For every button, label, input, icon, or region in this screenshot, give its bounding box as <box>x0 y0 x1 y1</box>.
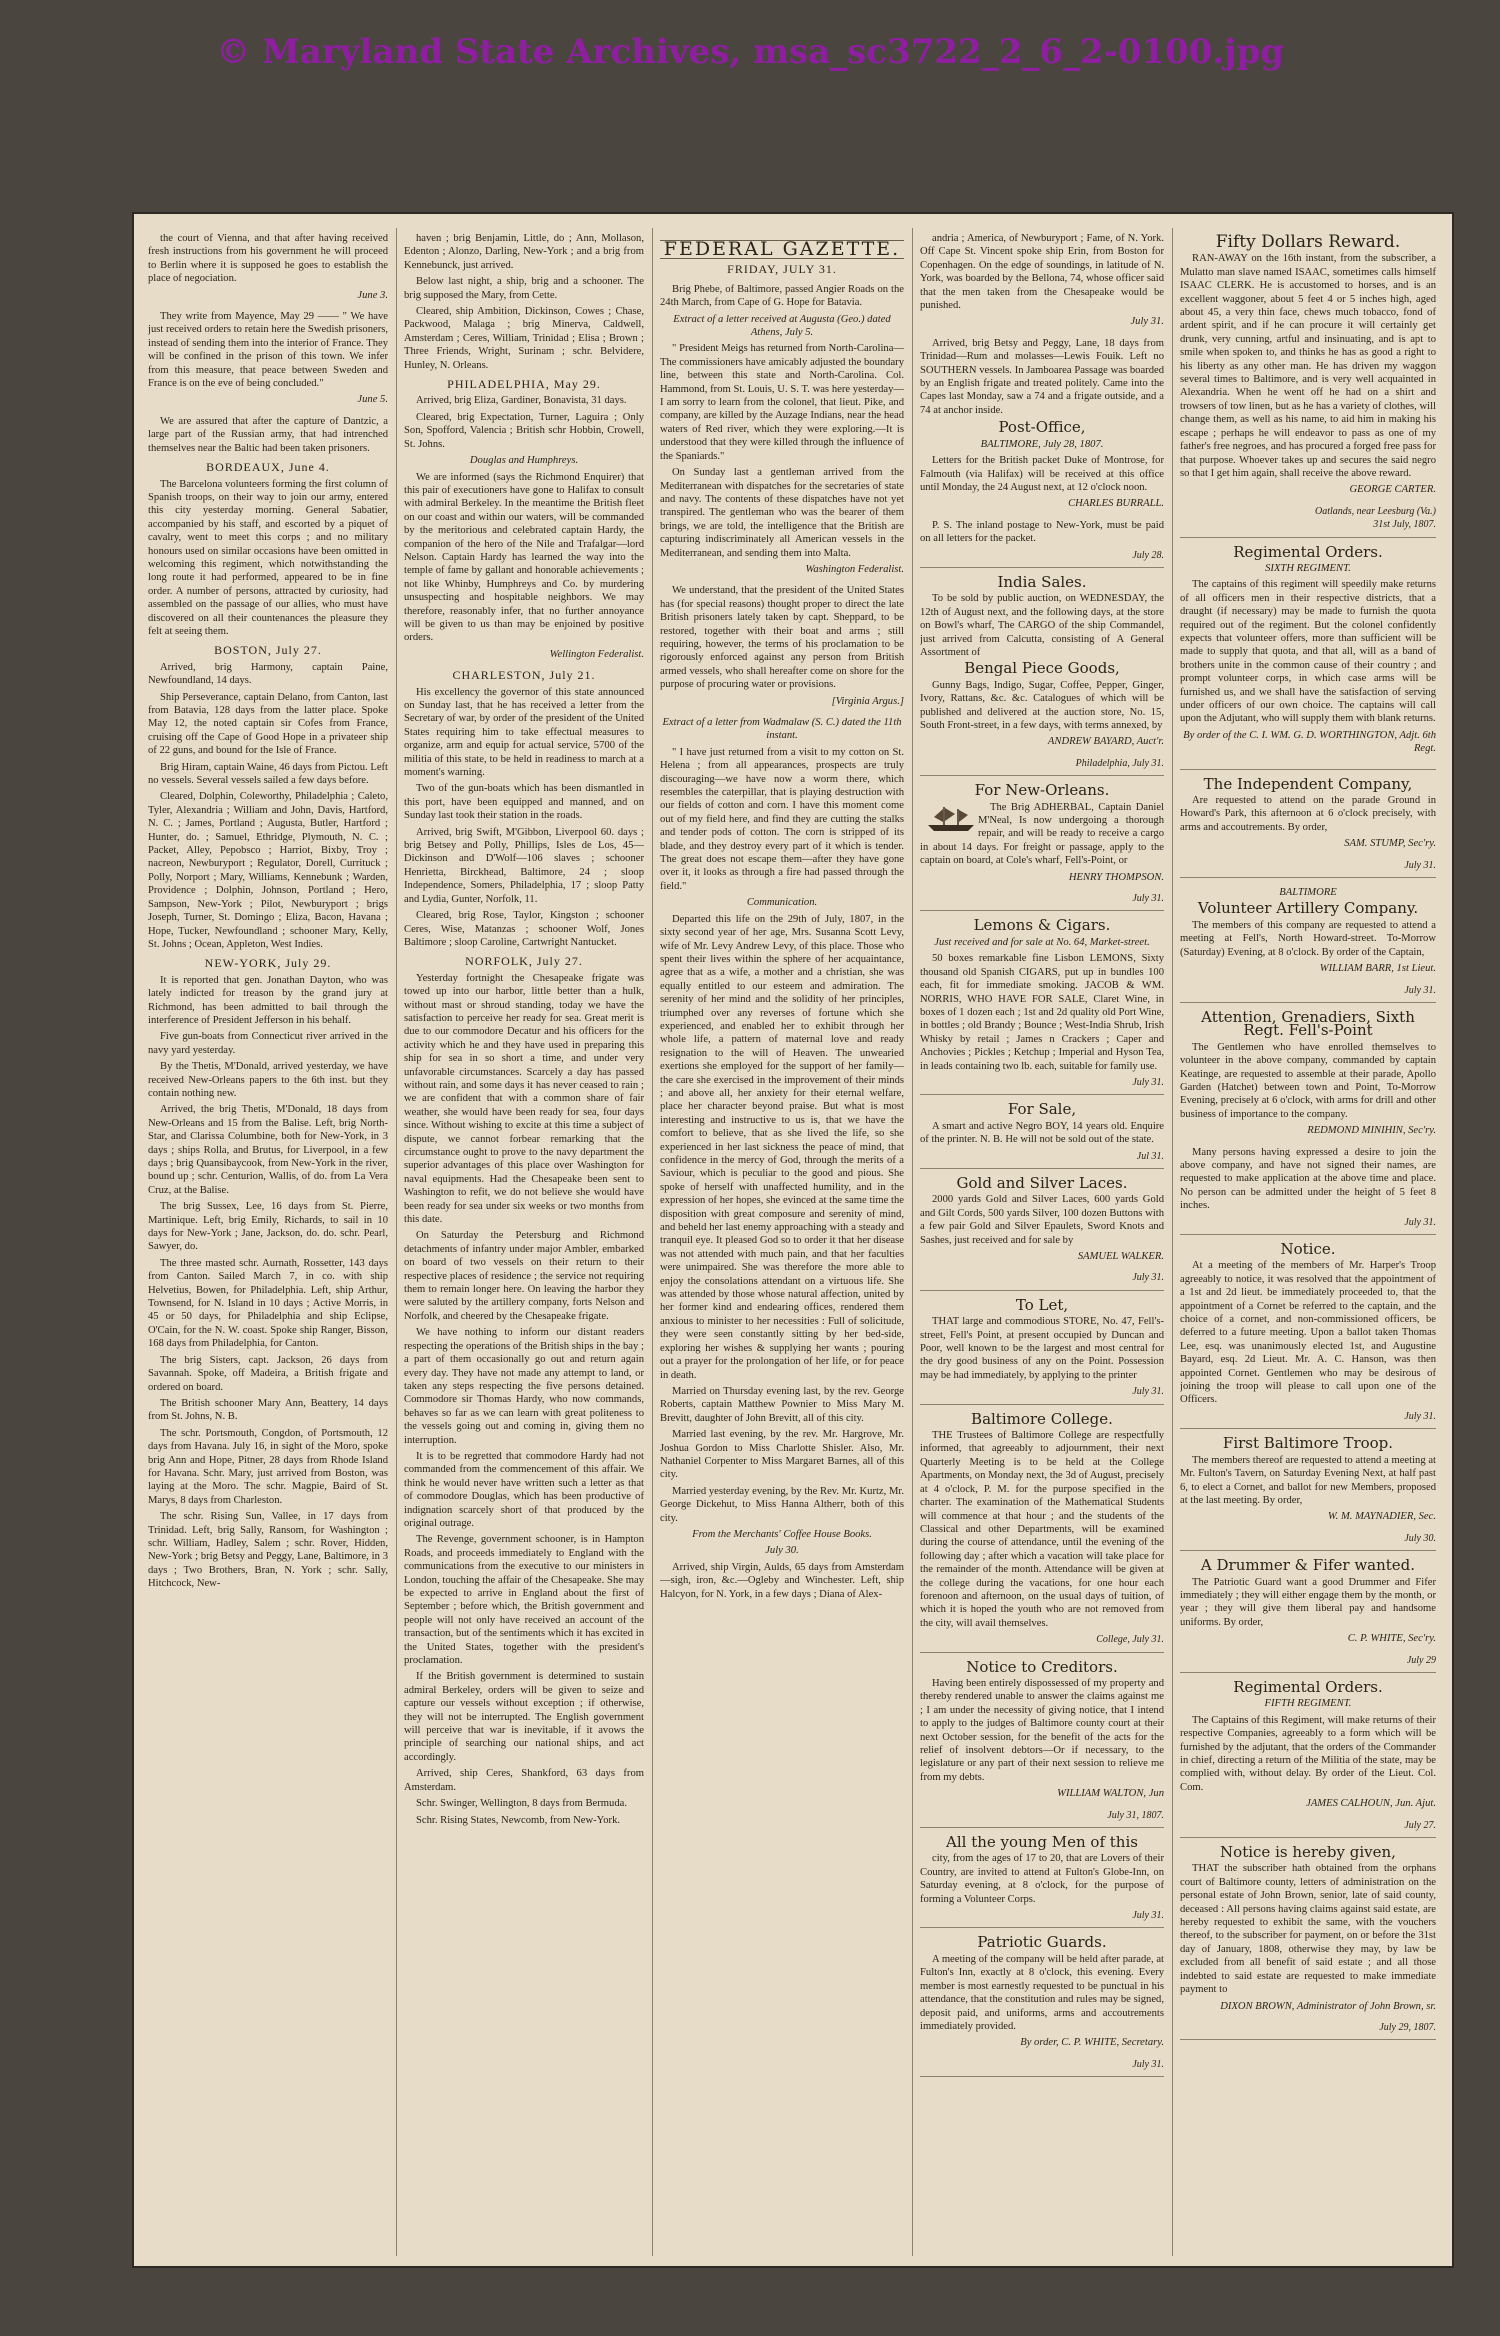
advertisement-regimental-orders-sixth <box>1180 542 1436 770</box>
ad-place: Oatlands, near Leesburg (Va.) <box>1314 505 1436 517</box>
article-subhead: Extract of a letter received at Augusta (Geo.) dated Athens, July 5. <box>673 313 891 339</box>
ad-signature: W. M. MAYNADIER, Sec. <box>1327 1511 1436 1523</box>
article-date: June 3. <box>357 289 388 301</box>
dateline-heading: PHILADELPHIA, May 29. <box>447 377 601 392</box>
article-subhead: Communication. <box>746 897 818 909</box>
ad-text: THAT large and commodious STORE, No. 47, Fell's-street, Fell's Point, at present occupied by Duncan and Poor, well known to be the largest and most central for the dry good business of any on the Point. Possession may be had immediately, by applying to the printer <box>920 1316 1164 1381</box>
article-text: Cleared, brig Expectation, Turner, Laguira ; Only Son, Spofford, Valencia ; British schr Hobbin, Crowell, St. Johns. <box>404 411 644 450</box>
article-text: Ship Perseverance, captain Delano, from Canton, last from Batavia, 128 days from the latter place. Spoke May 12, the noted captain sir Cofes from France, cruising off the Cape of Good Hope in a privateer ship of 22 guns, and bound for the Isle of France. <box>148 691 388 757</box>
article-text: It is reported that gen. Jonathan Dayton, who was lately indicted for treason by the grand jury at Richmond, has been admitted to bail through the interference of President Jefferson in his behalf. <box>148 974 388 1026</box>
ad-text: The captains of this regiment will speedily make returns of all officers men in their respective districts, that a draught (if necessary) may be made to furnish the quota required out of the regiment. But the colonel confidently expects that volunteer offers, more than sufficient will be made to supply that quota, and that all, will as a band of brothers unite in the common cause of their country ; and prompt volunteer corps, in which case arms will be furnished us, and we shall have the satisfaction of serving under officers of our own choice. The captains will call upon the Adjutant, who will supply them with blank returns. <box>1180 579 1436 725</box>
ad-signature: REDMOND MINIHIN, Sec'ry. <box>1307 1125 1436 1137</box>
ad-title: Attention, Grenadiers, Sixth Regt. Fell's-Point <box>1201 1007 1415 1040</box>
ad-date: 31st July, 1807. <box>1373 519 1436 531</box>
ad-text: Gunny Bags, Indigo, Sugar, Coffee, Pepper, Ginger, Ivory, Rattans, &c. &c. Catalogues of which will be published and delivered at the auction store, No. 15, South Front-street, in a few days, with terms annexed, by <box>920 679 1164 731</box>
article-text: Married last evening, by the rev. Mr. Hargrove, Mr. Joshua Gordon to Miss Charlotte Shisler. Also, Mr. Nathaniel Corpenter to Miss Margaret Barnes, all of this city. <box>660 1429 904 1481</box>
advertisement-troop <box>1180 1434 1436 1551</box>
article-text: The Revenge, government schooner, is in Hampton Roads, and proceeds immediately to England with the communications from the executive to our ministers in London, touching the affair of the Chesapeake. She may be expected to arrive in England about the first of September ; before which, the British government and people will not only have received an account of the transaction, but of the sentiments which it has excited in the United States, together with the president's proclamation. <box>404 1534 644 1667</box>
ad-date: July 31. <box>1132 1386 1164 1398</box>
ad-text: A meeting of the company will be held after parade, at Fulton's Inn, exactly at 8 o'clock, this evening. Every member is most earnestly requested to be punctual in his attendance, that the constitution and rules may be signed, deposit paid, and uniforms, arms and accoutrements immediately provided. <box>920 1953 1164 2032</box>
ad-signature: SAM. STUMP, Sec'ry. <box>1344 838 1436 850</box>
advertisement-independent-company <box>1180 774 1436 878</box>
ad-title: First Baltimore Troop. <box>1222 1434 1394 1453</box>
ad-signature: SAMUEL WALKER. <box>1077 1251 1164 1262</box>
newspaper-masthead: FEDERAL GAZETTE. <box>660 240 904 259</box>
advertisement-for-sale <box>920 1100 1164 1169</box>
article-text: We are informed (says the Richmond Enquirer) that this pair of executioners have gone to Halifax to consult with admiral Berkeley. In the meantime the British fleet on our coast and within our waters, will be commanded by the meritorious and celebrated captain Hardy, the companion of the hero of the Nile and Trafalgar—lord Nelson. Captain Hardy has learned the way into the temple of fame by gallant and honorable achievements ; not like Whinby, Humphreys and Co. by murdering unsuspecting and hospitable neighbors. We may therefore, reasonably infer, that no further annoyance will be given to us than may be enjoined by positive orders. <box>404 471 644 644</box>
ad-text: The members thereof are requested to attend a meeting at Mr. Fulton's Tavern, on Saturday Evening Next, at half past 6, to elect a Cornet, and ballot for new Members, proposed at the last meeting. By order, <box>1180 1454 1436 1506</box>
ad-date: College, July 31. <box>1096 1634 1164 1646</box>
column-divider <box>396 228 397 2256</box>
archive-watermark-header: © Maryland State Archives, msa_sc3722_2_6_2-0100.jpg <box>216 32 1284 72</box>
article-text: Arrived, brig Swift, M'Gibbon, Liverpool 60. days ; brig Betsey and Polly, Phillips, Isles de Los, 45—Dickinson and D'Wolf—106 slaves ; schooner Henrietta, Birckhead, Baltimore, 24 ; sloop Independence, Somers, Philadelphia, 17 ; sloop Patty and Lydia, Gunter, Norfolk, 11. <box>404 826 644 905</box>
dateline-heading: NORFOLK, July 27. <box>465 954 583 969</box>
article-text: It is to be regretted that commodore Hardy had not commanded from the commencement of this affair. We think he would never have written such a letter as that of commodore Douglas, which has been productive of indignation scarcely short of that produced by the original outrage. <box>404 1450 644 1529</box>
article-text: the court of Vienna, and that after having received fresh instructions from his government he will proceed to Berlin where it is supposed he goes to establish the place of negociation. <box>148 233 388 285</box>
ad-date: July 28. <box>1132 549 1164 561</box>
article-text: " President Meigs has returned from North-Carolina—The commissioners have amicably adjusted the boundary line, between this state and North-Carolina. Col. Hammond, from St. Louis, U. S. T. was here yesterday—I am sorry to learn from the colonel, that lieut. Pike, and company, are killed by the Auzage Indians, near the head waters of Red river, which they were exploring.—It is understood that they were killed through the influence of the Spaniards." <box>660 343 904 462</box>
ad-signature: GEORGE CARTER. <box>1349 484 1436 496</box>
ad-title: Regimental Orders. <box>1233 1677 1383 1696</box>
article-date: June 5. <box>357 394 388 406</box>
ad-date: BALTIMORE, July 28, 1807. <box>980 438 1104 450</box>
ad-text: THE Trustees of Baltimore College are respectfully informed, that agreeably to adjournment, their next Quarterly Meeting is to be held at the College Apartments, on Monday next, the 3d of August, precisely at 4 o'clock, P. M. for the purpose specified in the charter. The examination of the Mathematical Students will commence at that hour ; and the students of the Classical and other Departments, will be examined during the course of attendance, until the evening of the following day ; after which a vacation will take place for the remainder of the month. Attendance will be given at the college during the vacations, for one hour each forenoon and afternoon, on the usual days of tuition, of which it is hoped the youth who are not removed from the city, will avail themselves. <box>920 1430 1164 1629</box>
article-text: Cleared, brig Rose, Taylor, Kingston ; schooner Ceres, Wise, Matanzas ; schooner Wolf, Jones Baltimore ; sloop Caroline, Cartwright Nantucket. <box>404 910 644 948</box>
article-text: Married yesterday evening, by the Rev. Mr. Kurtz, Mr. George Dickehut, to Miss Hanna Altherr, both of this city. <box>660 1485 904 1524</box>
article-text: Schr. Rising States, Newcomb, from New-York. <box>416 1814 621 1826</box>
ad-title: A Drummer & Fifer wanted. <box>1200 1556 1416 1575</box>
ad-signature: JAMES CALHOUN, Jun. Ajut. <box>1306 1798 1436 1810</box>
dateline-heading: NEW-YORK, July 29. <box>204 956 332 971</box>
ad-title: For New-Orleans. <box>974 781 1110 800</box>
ad-signature: ANDREW BAYARD, Auct'r. <box>1047 736 1164 748</box>
ad-text: Letters for the British packet Duke of Montrose, for Falmouth (via Halifax) will be received at this office until Monday, the 24 August next, at 12 o'clock noon. <box>920 455 1164 493</box>
ad-signature: By order of the C. I. WM. G. D. WORTHINGTON, Adjt. 6th Regt. <box>1183 729 1436 755</box>
ad-date: July 31. <box>1132 1910 1164 1922</box>
ad-date: July 31, 1807. <box>1107 1809 1164 1821</box>
column-2 <box>404 232 644 2256</box>
ad-text: To be sold by public auction, on WEDNESDAY, the 12th of August next, and the following days, at the store on Bowl's wharf, The CARGO of the ship Commandel, just arrived from Calcutta, consisting of A General Assortment of <box>920 593 1164 658</box>
article-text: Cleared, ship Ambition, Dickinson, Cowes ; Chase, Packwood, Malaga ; brig Minerva, Caldwell, Amsterdam ; Ceres, William, Trinidad ; Elisa ; Brown ; Three Friends, Wright, Surinam ; schr. Belvidere, Hunley, N. Orleans. <box>404 306 644 371</box>
article-text: Arrived, brig Harmony, captain Paine, Newfoundland, 14 days. <box>148 661 388 687</box>
ad-title: For Sale, <box>1007 1100 1077 1119</box>
ad-text: A smart and active Negro BOY, 14 years old. Enquire of the printer. N. B. He will not be sold out of the state. <box>920 1120 1164 1146</box>
advertisement-lemons-cigars <box>920 916 1164 1095</box>
article-text: The Barcelona volunteers forming the first column of Spanish troops, on their way to join our army, entered this city yesterday morning. General Sabatier, accompanied by his staff, and escorted by a piquet of cavalry, went to meet this corps ; and no military honours used on similar occasions have been omitted in welcoming this regiment, which notwithstanding the long route it had performed, appeared to be in fine order. A number of persons, attracted by curiosity, had assembled on the passage of our allies, who must have discovered on all their countenances the pleasure they felt at seeing them. <box>148 478 388 637</box>
dateline-heading: BOSTON, July 27. <box>214 643 322 658</box>
ad-signature: WILLIAM WALTON, Jun <box>1057 1788 1164 1800</box>
ad-date: July 29 <box>1406 1654 1436 1666</box>
article-text: We have nothing to inform our distant readers respecting the operations of the British ships in the bay ; a part of them occasionally go out and return again every day. They have not made any attempt to land, or taken any steps respecting the five persons detained. Commodore sir Thomas Hardy, who now commands, behaves so far as we can learn with great politeness to the vessels going out and coming in, giving them no interruption. <box>404 1327 644 1446</box>
article-text: Brig Phebe, of Baltimore, passed Angier Roads on the 24th March, from Cape of G. Hope for Batavia. <box>660 283 904 309</box>
advertisement-drummer <box>1180 1556 1436 1673</box>
article-text: Cleared, Dolphin, Coleworthy, Philadelphia ; Caleto, Tyler, Alexandria ; William and John, Davis, Hartford, N. C. ; James, Portland ; Augusta, Butler, Hartford ; Hunter, do. ; Samuel, Ethridge, Plymouth, N. C. ; Packet, Alley, Pepobsco ; Harriot, Bixby, Troy ; nacreon, Newburyport ; Regulator, Dorell, Currituck ; Polly, Norport ; Mary, Williams, Kennebunk ; Warden, Providence ; Dolphin, Johnson, Portland ; Hero, Sampson, New-York ; Pilot, Newburyport ; brigs Joseph, Turner, St. Domingo ; Eliza, Bacon, Havana ; Hope, Tucker, Newfoundland ; schooner Mary, Kelly, St. Johns ; Ocean, Appleton, West Indies. <box>148 791 388 950</box>
article-text: Brig Hiram, captain Waine, 46 days from Pictou. Left no vessels. Several vessels sailed a few days before. <box>148 761 388 787</box>
ad-text: RAN-AWAY on the 16th instant, from the subscriber, a Mulatto man slave named ISAAC, sometimes calls himself ISAAC CLERK. He is accustomed to horses, and is an excellent waggoner, about 5 feet 4 or 5 inches high, aged about 45, a very thin face, chews much tobacco, fond of ardent spirit, and if he can procure it will certainly get drunk, very cunning, artful and insinuating, and is apt to smile when spoken to, and thinks he has as good a right to his liberty as any other man. He has driven my waggon several times to Baltimore, and is very well acquainted in Alexandria. When he went off he had on a shirt and trowsers of tow linen, but as he has a variety of clothes, will change them, as well as his name, to aid him in making his escape ; perhaps he will endeavor to pass as one of my father's free negroes, and has procured a forged free pass for that purpose. Whoever takes up and secures the said negro so that I get him again, shall receive the above reward. <box>1180 253 1436 479</box>
ad-title: To Let, <box>1015 1295 1069 1314</box>
ad-signature: WILLIAM BARR, 1st Lieut. <box>1319 963 1436 975</box>
article-text: His excellency the governor of this state announced on Sunday last, that he has received a letter from the Secretary of war, by order of the president of the United States requiring him to take effectual measures to organize, arm and equip for actual service, 5700 of the militia of this state, to be held in readiness to march at a moment's warning. <box>404 686 644 779</box>
article-text: The schr. Rising Sun, Vallee, in 17 days from Trinidad. Left, brig Sally, Ransom, for Washington ; schr. William, Hadley, Salem ; schr. Rover, Hidden, New-York ; brig Betsy and Peggy, Lane, Baltimore, in 3 days ; Two Brothers, Bran, N. York ; schr. Sally, Hitchcock, New- <box>148 1511 388 1590</box>
article-text: Arrived, brig Eliza, Gardiner, Bonavista, 31 days. <box>416 395 627 407</box>
advertisement-grenadiers <box>1180 1007 1436 1235</box>
ad-signature: CHARLES BURRALL. <box>1068 498 1164 510</box>
advertisement-creditors <box>920 1657 1164 1828</box>
ad-title: India Sales. <box>997 572 1087 591</box>
ad-title: The Independent Company, <box>1203 774 1413 793</box>
article-attribution: Washington Federalist. <box>805 563 904 575</box>
ad-title: Baltimore College. <box>971 1409 1113 1428</box>
article-text: Yesterday fortnight the Chesapeake frigate was towed up into our harbor, little better than a hulk, without mast or shroud standing, today we have the satisfaction to perceive her ready for sea. Great merit is due to our commodore Decatur and his officers for the activity which he and they have used in preparing this ship for sea in so short a time, and under very unfavorable circumstances. Scarcely a day has passed without rain, and some days it has never ceased to rain ; we are confident that with a common share of fair weather, she would have been ready for sea, four days since. Without wishing to excite at this time a subject of dispute, we cannot forbear remarking that the circumstance ought to prove to the navy department the superior advantages of this place over Washington for naval equipments. Had the Chesapeake been sent to Washington to refit, we do not believe she would have been ready for sea under six weeks or two months from this date. <box>404 972 644 1226</box>
ad-date: July 31. <box>1132 2058 1164 2070</box>
ad-title: Gold and Silver Laces. <box>956 1173 1128 1192</box>
dateline-heading: CHARLESTON, July 21. <box>452 668 596 683</box>
ad-date: July 31. <box>1132 893 1164 905</box>
ad-date: July 30. <box>1404 1532 1436 1544</box>
article-subhead: Douglas and Humphreys. <box>469 455 579 467</box>
article-text: We are assured that after the capture of Dantzic, a large part of the Russian army, that had intrenched themselves near the Baltic had been taken prisoners. <box>148 415 388 454</box>
ad-text: THAT the subscriber hath obtained from the orphans court of Baltimore county, letters of administration on the personal estate of John Brown, senior, late of said county, deceased : All persons having claims against said estate, are hereby requested to exhibit the same, with the vouchers thereof, to the subscriber for payment, on or before the 31st day of January, 1808, otherwise they may, by law be excluded from all benefit of said estate ; and all those indebted to said estate are requested to make immediate payment to <box>1180 1863 1436 1996</box>
ad-title: Fifty Dollars Reward. <box>1215 232 1401 252</box>
ad-subtitle: SIXTH REGIMENT. <box>1265 562 1351 574</box>
ad-signature: By order, C. P. WHITE, Secretary. <box>1020 2037 1164 2049</box>
advertisement-to-let <box>920 1295 1164 1405</box>
ad-title: Patriotic Guards. <box>977 1933 1107 1952</box>
article-text: Departed this life on the 29th of July, 1807, in the sixty second year of her age, Mrs. Susanna Scott Levy, wife of Mr. Levy Andrew Levy, of this place. Those who spent their lives within the sphere of her acquaintance, agree that as a wife, a mother and a christian, she was equally entitled to our esteem and admiration. The serenity of her mind and the solidity of her principles, triumphed over any reverses of fortune which she experienced, and enabled her to exhibit through her whole life, a pattern of maternal love and ready resignation to the will of Heaven. The unwearied exertions she employed for the support of her family—the care she exercised in the improvement of their minds ; and above all, her anxiety for their eternal welfare, place her character beyond praise. But what is most interesting and instructive to us is, that we have the comfort to believe, that as she lived the life, so she experienced in her last sickness the peace of mind, that confidence in the mercy of God, through the merits of a Saviour, which is peculiar to the good and pious. She spoke of herself with unaffected humility, and in the expression of her hopes, she evinced at the same time the disposition with great composure and serenity of mind, and beheld her last enemy approaching with a steady and tranquil eye. It pleased God so to order it that her disease was not attended with much pain, and that her faculties were unimpaired. She was therefore the more able to enjoy the consolations attendant on a virtuous life. She was attended by those whose natural affection, united by her former kind and endearing offices, rendered them anxious to minister to her necessities : Full of solicitude, they were seen constantly sitting by her bed-side, exploring her wishes & supplying her wants ; pouring out a prayer for the prolongation of her life, or for peace in death. <box>660 913 904 1381</box>
ad-title: Notice. <box>1280 1240 1336 1258</box>
ad-text: The Gentlemen who have enrolled themselves to volunteer in the above company, commanded by captain Keatinge, are requested to assemble at their parade, Apollo Garden (Hatchet) between town and Point, To-Morrow Evening, precisely at 6 o'clock, with arms for drill and other business of importance to the company. <box>1180 1041 1436 1120</box>
ad-title: Notice is hereby given, <box>1220 1843 1396 1862</box>
advertisement-reward <box>1180 232 1436 538</box>
ad-text: The Captains of this Regiment, will make returns of their respective Companies, agreeably to a form which will be furnished by the adjutant, that the orders of the Commander in chief, directing a return of the Militia of the state, may be complied with, without delay. By order of the Lieut. Col. Com. <box>1180 1714 1436 1793</box>
article-text: They write from Mayence, May 29 —— " We have just received orders to retain here the Swedish prisoners, instead of sending them into the interior of France. They will be confined in the prison of this town. We infer from this measure, that peace between Sweden and France is on the eve of being concluded." <box>148 311 388 390</box>
ad-text: 50 boxes remarkable fine Lisbon LEMONS, Sixty thousand old Spanish CIGARS, put up in bundles 100 each, fit for immediate smoking. JACOB & WM. NORRIS, WHO HAVE FOR SALE, Claret Wine, in boxes of 1 dozen each ; 1st and 2d quality old Port Wine, in bottles ; old Brandy ; Bounce ; West-India Shrub, Irish Whisky by retail ; James n Crackers ; Caper and Anchovies ; Pickles ; Ketchup ; Imperial and Hyson Tea, in leads containing two lb. each, suitable for family use. <box>920 953 1164 1072</box>
article-text: Arrived, ship Ceres, Shankford, 63 days from Amsterdam. <box>404 1768 644 1793</box>
ad-text: P. S. The inland postage to New-York, must be paid on all letters for the packet. <box>920 519 1164 545</box>
ad-text: city, from the ages of 17 to 20, that are Lovers of their Country, are invited to attend at Fulton's Globe-Inn, on Saturday evening, at 8 o'clock, for the purpose of forming a Volunteer Corps. <box>920 1853 1164 1905</box>
article-date: July 31. <box>1130 316 1164 328</box>
advertisement-new-orleans <box>920 781 1164 911</box>
ad-subtitle: Just received and for sale at No. 64, Market-street. <box>934 936 1150 948</box>
column-divider <box>912 228 913 2256</box>
ad-date: July 31. <box>1132 1272 1164 1284</box>
article-subhead: Extract of a letter from Wadmalaw (S. C.) dated the 11th instant. <box>662 717 902 742</box>
ad-signature: DIXON BROWN, Administrator of John Brown, sr. <box>1220 2000 1436 2012</box>
ad-title: Regimental Orders. <box>1233 542 1383 561</box>
advertisement-notice <box>1180 1240 1436 1429</box>
ad-date: July 31. <box>1404 1216 1436 1228</box>
ad-title: Notice to Creditors. <box>966 1657 1118 1676</box>
article-text: " I have just returned from a visit to my cotton on St. Helena ; from all appearances, prospects are truly discouraging—we have now a worm there, which resembles the caterpillar, that is playing destruction with our fields of cotton and corn. I have this moment come out of my field here, and find they are cutting the stalks and tender pods of cotton. The corn is stripped of its blade, and they destroy every part of it which is tender. The great does not escape them—after they have gone over it, it looks as through a fire had passed through the field." <box>660 746 904 892</box>
article-text: andria ; America, of Newburyport ; Fame, of N. York. Off Cape St. Vincent spoke ship Erin, from Boston for Copenhagen. On the edge of soundings, in latitude of N. York, was boarded by the Bellona, 74, whose officer said that the men taken from the Chesapeake would be punished. <box>920 233 1164 312</box>
advertisement-regimental-orders-fifth <box>1180 1677 1436 1838</box>
newspaper-page <box>134 214 1452 2266</box>
article-text: haven ; brig Benjamin, Little, do ; Ann, Mollason, Edenton ; Alonzo, Darling, New-York ; and a brig from Kennebunck, just arrived. <box>404 233 644 271</box>
ad-title: Post-Office, <box>998 418 1086 437</box>
column-1 <box>148 232 388 2256</box>
advertisement-patriotic-guards <box>920 1933 1164 2077</box>
ad-date: Philadelphia, July 31. <box>1075 757 1164 769</box>
column-3 <box>660 232 904 2256</box>
article-text: By the Thetis, M'Donald, arrived yesterday, we have received New-Orleans papers to the 6th inst. but they contain nothing new. <box>148 1061 388 1099</box>
article-text: The brig Sussex, Lee, 16 days from St. Pierre, Martinique. Left, brig Emily, Richards, to sail in 10 days for New-York ; Jane, Jackson, do. do. schr. Pearl, Sawyer, do. <box>148 1201 388 1253</box>
advertisement-young-men <box>920 1833 1164 1928</box>
advertisement-notice-given <box>1180 1843 1436 2040</box>
ad-subtitle: Bengal Piece Goods, <box>964 659 1120 678</box>
ad-title: Lemons & Cigars. <box>973 916 1111 935</box>
ad-text: At a meeting of the members of Mr. Harper's Troop agreeably to notice, it was resolved that the appointment of a 1st and 2d lieut. be immediately proceeded to, that the appointment of a Cornet be referred to the captain, and the choice of a cornet, and non-commissioned officers, be deferred to a future meeting. Upon a ballot taken Thomas Lee, esq. was unanimously elected 1st, and Augustine Bayard, esq. 2d Lieut. Mr. A. C. Hanson, was then appointed Cornet. Gentlemen who may be desirous of joining the troop will please to call upon one of the Officers. <box>1180 1260 1436 1406</box>
column-divider <box>1172 228 1173 2256</box>
article-text: Married on Thursday evening last, by the rev. George Roberts, captain Matthew Pownier to Miss Mary M. Brevitt, daughter of John Brevitt, all of this city. <box>660 1385 904 1424</box>
advertisement-post-office <box>920 418 1164 568</box>
issue-date: FRIDAY, JULY 31. <box>727 262 837 277</box>
ad-text: 2000 yards Gold and Silver Laces, 600 yards Gold and Gilt Cords, 500 yards Silver, 100 dozen Buttons with a few pair Gold and Silver Epaulets, Sword Knots and Sashes, just received and for sale by <box>920 1194 1164 1246</box>
advertisement-laces <box>920 1173 1164 1291</box>
ad-text: Are requested to attend on the parade Ground in Howard's Park, this afternoon at 6 o'clock precisely, with arms and accoutrements. By order, <box>1180 795 1436 833</box>
article-text: Arrived, brig Betsy and Peggy, Lane, 18 days from Trinidad—Rum and molasses—Lewis Fouik. Left no SOUTHERN vessels. In Jamboarea Passage was boarded by an English frigate and treated politely. Came into the Capes last Monday, saw a 74 and a frigate outside, and a 74 at anchor inside. <box>920 337 1164 416</box>
ad-text: The Brig ADHERBAL, Captain Daniel M'Neal, Is now undergoing a thorough repair, and will be ready to receive a cargo in about 14 days. For freight or passage, apply to the captain on board, at Cole's wharf, Fell's-Point, or <box>920 801 1164 867</box>
ad-date: July 27. <box>1404 1819 1436 1831</box>
ad-title: Volunteer Artillery Company. <box>1197 899 1419 918</box>
ad-date: Jul 31. <box>1136 1150 1164 1162</box>
article-attribution: [Virginia Argus.] <box>831 695 904 707</box>
article-text: If the British government is determined to sustain admiral Berkeley, orders will be given to seize and capture our vessels without exception ; if otherwise, they will not be interrupted. The English government will perceive that war is inevitable, if it avows the principle of searching our national ships, and act accordingly. <box>404 1671 644 1763</box>
column-5 <box>1180 232 1436 2256</box>
article-text: On Sunday last a gentleman arrived from the Mediterranean with dispatches for the secretaries of state and navy. The contents of these dispatches have not yet transpired. The gentleman who was the bearer of them brings, we are told, the intelligence that the British are capturing indiscriminately all American vessels in the Mediterranean, and sending them into Malta. <box>660 467 904 559</box>
article-text: Schr. Swinger, Wellington, 8 days from Bermuda. <box>416 1798 627 1810</box>
advertisement-college <box>920 1409 1164 1653</box>
ad-text: The members of this company are requested to attend a meeting at Fell's, North Howard-street. To-Morrow (Saturday) Evening, at 8 o'clock. By order of the Captain, <box>1180 919 1436 958</box>
ad-text: Many persons having expressed a desire to join the above company, and have not signed their names, are requested to make application at the above time and place. No person can be admitted under the height of 5 feet 8 inches. <box>1180 1146 1436 1212</box>
ad-date: July 31. <box>1404 1410 1436 1422</box>
article-text: The British schooner Mary Ann, Beattery, 14 days from St. Johns, N. B. <box>148 1397 388 1423</box>
advertisement-india-sales <box>920 572 1164 776</box>
ad-signature: HENRY THOMPSON. <box>1068 871 1164 883</box>
ad-date: July 31. <box>1404 984 1436 996</box>
column-4 <box>920 232 1164 2256</box>
article-date: July 30. <box>765 1545 799 1557</box>
article-text: Two of the gun-boats which has been dismantled in this port, have been equipped and manned, and on Sunday last took their station in the roads. <box>404 783 644 822</box>
ad-date: July 29, 1807. <box>1379 2021 1436 2033</box>
ad-text: The Patriotic Guard want a good Drummer and Fifer immediately ; they will either engage them by the month, or year ; they will give them liberal pay and handsome uniforms. By order, <box>1180 1576 1436 1628</box>
article-text: On Saturday the Petersburg and Richmond detachments of infantry under major Ambler, embarked on board of two vessels on their return to their respective places of residence ; the service not requiring them to remain longer here. On leaving the harbor they were saluted by the artillery company, forts Nelson and Norfolk, and cheered by the Chesapeake frigate. <box>404 1230 644 1322</box>
article-text: We understand, that the president of the United States has (for special reasons) thought proper to direct the late British prisoners lately taken by capt. Sheppard, to be restored, together with their boat and arms ; still requiring, however, the terms of his proclamation to be rigorously enforced against any person from British armed vessels, who shall hereafter come on shore for the purpose of procuring water or provisions. <box>660 585 904 691</box>
article-text: Arrived, ship Virgin, Aulds, 65 days from Amsterdam—sigh, iron, &c.—Ogleby and Winchester. Left, ship Halcyon, for N. York, in a few days ; Diana of Alex- <box>660 1561 904 1600</box>
article-text: The three masted schr. Aurnath, Rossetter, 143 days from Canton. Sailed March 7, in co. with ship Helvetius, Bowen, for Philadelphia. Left, ship Arthur, Townsend, for N. Island in 10 days ; Active Morris, in 45 or 50 days, for Philadelphia and ship Eclipse, O'Cain, for the N. W. coast. Spoke ship Ranger, Bisson, 168 days from Philadelphia, for Canton. <box>148 1257 388 1350</box>
ship-icon <box>924 803 978 833</box>
ad-date: July 31. <box>1404 859 1436 871</box>
ad-subtitle: BALTIMORE <box>1279 887 1337 899</box>
article-text: The schr. Portsmouth, Congdon, of Portsmouth, 12 days from Havana. July 16, in sight of the Moro, spoke brig Ann and Hope, Pitner, 28 days from Rhode Island for Havana. Schr. Mary, just arrived from Boston, was laying at the Moro. The schr. Magpie, Baird of St. Marys, 8 days from Charleston. <box>148 1427 388 1506</box>
ad-date: July 31. <box>1132 1076 1164 1088</box>
article-subhead: From the Merchants' Coffee House Books. <box>692 1528 872 1540</box>
advertisement-artillery <box>1180 886 1436 1003</box>
dateline-heading: BORDEAUX, June 4. <box>206 460 330 475</box>
ad-subtitle: FIFTH REGIMENT. <box>1264 1698 1352 1710</box>
article-text: Arrived, the brig Thetis, M'Donald, 18 days from New-Orleans and 15 from the Balise. Left, brig North-Star, and Clarissa Columbine, both for New-York, in 3 days ; ships Rolla, and Brutus, for Liverpool, in a few days ; brig Quansibaycook, from New-York in the river, bound up ; schr. Centurion, Wallis, of do. from La Vera Cruz, at the Balise. <box>148 1104 388 1196</box>
article-text: Five gun-boats from Connecticut river arrived in the navy yard yesterday. <box>148 1031 388 1056</box>
ad-text: Having been entirely dispossessed of my property and thereby rendered unable to answer the claims against me ; I am under the necessity of giving notice, that I intend to apply to the judges of Baltimore county court at their next October session, for the benefit of the acts for the relief of insolvent debtors—Or if necessary, to the legislature or any part of their next session to relieve me from my debts. <box>920 1677 1164 1783</box>
article-text: The brig Sisters, capt. Jackson, 26 days from Savannah. Spoke, off Madeira, a British frigate and ordered on board. <box>148 1354 388 1393</box>
article-text: Below last night, a ship, brig and a schooner. The brig supposed the Mary, from Cette. <box>404 276 644 301</box>
column-divider <box>652 228 653 2256</box>
ad-title: All the young Men of this <box>946 1833 1138 1852</box>
ad-signature: C. P. WHITE, Sec'ry. <box>1347 1633 1436 1645</box>
article-attribution: Wellington Federalist. <box>549 648 644 660</box>
